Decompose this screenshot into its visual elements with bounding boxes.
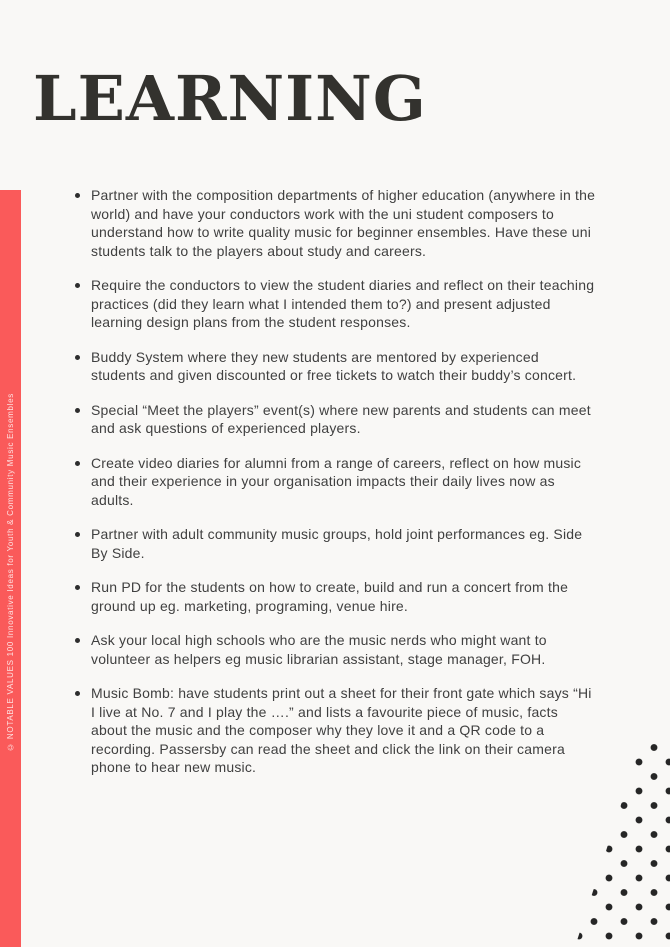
- list-item: Buddy System where they new students are mentored by experienced students and given discounted or free tickets to watch their buddy’s concert.: [74, 348, 596, 385]
- accent-stripe: [0, 190, 21, 947]
- list-item: Music Bomb: have students print out a sheet for their front gate which says “Hi I live at No. 7 and I play the ….” and lists a favourite piece of music, facts about the music and the composer why they love it and a QR code to a recording. Passersby can read the sheet and click the link on their camera phone to hear new music.: [74, 684, 596, 777]
- list-item: Require the conductors to view the student diaries and reflect on their teaching practices (did they learn what I intended them to?) and present adjusted learning design plans from the student responses.: [74, 276, 596, 332]
- list-item: Create video diaries for alumni from a range of careers, reflect on how music and their experience in your organisation impacts their daily lives now as adults.: [74, 454, 596, 510]
- bullet-list: [74, 186, 596, 793]
- list-item: Partner with adult community music groups, hold joint performances eg. Side By Side.: [74, 525, 596, 562]
- list-item: Special “Meet the players” event(s) where new parents and students can meet and ask questions of experienced players.: [74, 401, 596, 438]
- page-title: LEARNING: [33, 62, 427, 135]
- copyright-vertical-text: © NOTABLE VALUES 100 Innovative Ideas for Youth & Community Music Ensembles: [6, 393, 15, 752]
- list-item: Run PD for the students on how to create, build and run a concert from the ground up eg. marketing, programing, venue hire.: [74, 578, 596, 615]
- list-item: Partner with the composition departments of higher education (anywhere in the world) and have your conductors work with the uni student composers to understand how to write quality music for beginner ensembles. Have these uni students talk to the players about study and careers.: [74, 186, 596, 260]
- list-item: Ask your local high schools who are the music nerds who might want to volunteer as helpers eg music librarian assistant, stage manager, FOH.: [74, 631, 596, 668]
